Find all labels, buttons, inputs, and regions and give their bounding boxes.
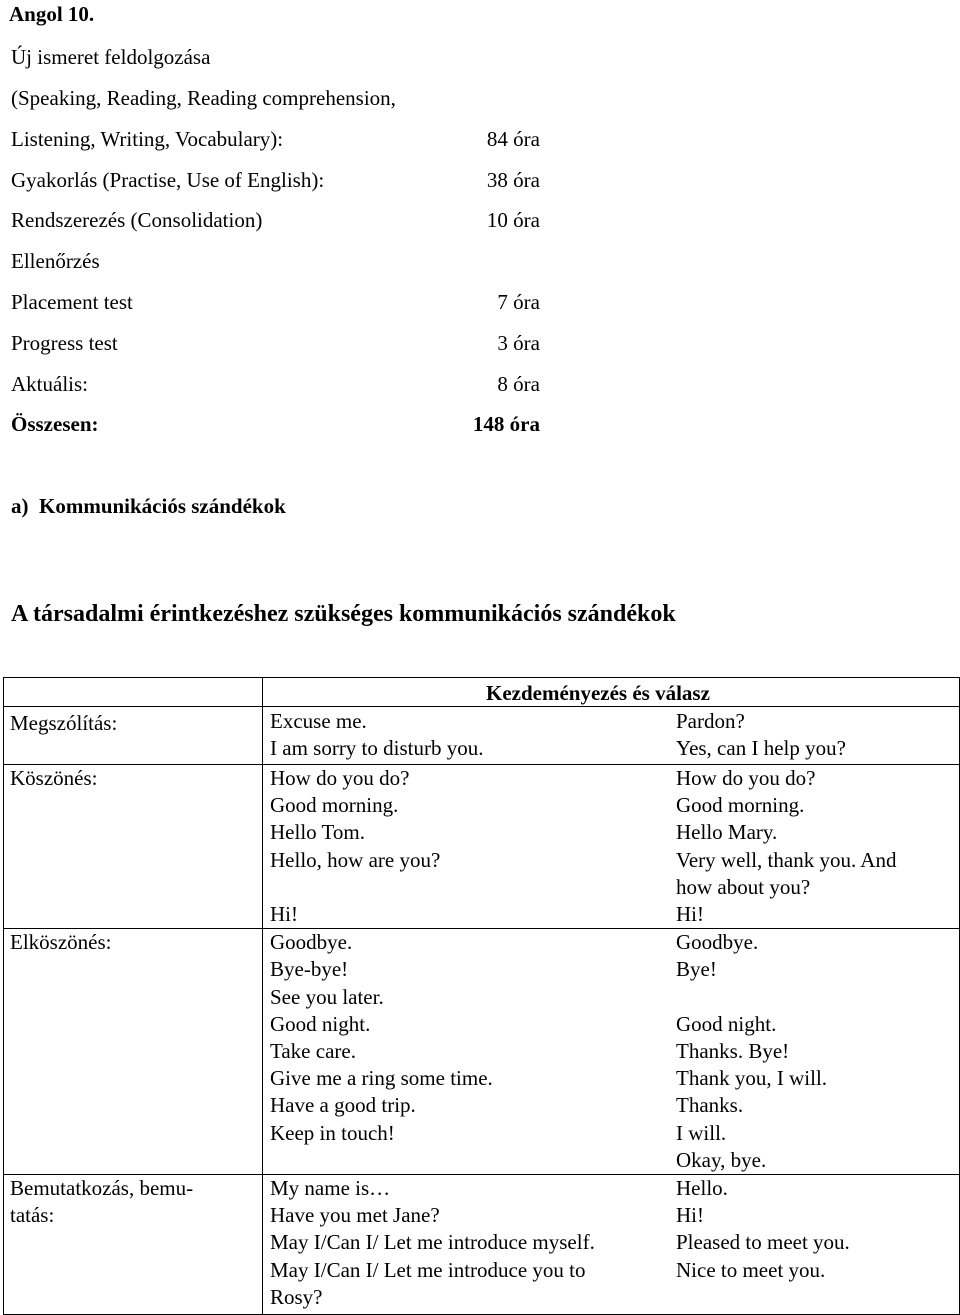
list-item: Take care. Thanks. Bye!	[270, 1039, 790, 1064]
list-item: Have you met Jane? Hi!	[270, 1203, 704, 1228]
hours-row-value: 8 óra	[497, 372, 540, 396]
section-heading: A társadalmi érintkezéshez szükséges kommunikációs szándékok	[11, 601, 676, 627]
hours-row-label: Rendszerezés (Consolidation)	[11, 208, 263, 232]
hours-row-label: (Speaking, Reading, Reading comprehension,	[11, 86, 396, 110]
table-row	[4, 1175, 960, 1315]
group-label: Köszönés:	[10, 766, 98, 790]
list-item: I am sorry to disturb you. Yes, can I help you?	[270, 736, 846, 761]
list-item: Goodbye. Goodbye.	[270, 930, 759, 955]
hours-row-label: Progress test	[11, 331, 118, 355]
table-row	[4, 765, 960, 929]
list-item: How do you do? How do you do?	[270, 766, 816, 790]
group-label: Megszólítás:	[10, 711, 118, 735]
list-item: May I/Can I/ Let me introduce you to Nice to meet you.	[270, 1257, 826, 1282]
list-item: See you later.	[270, 984, 384, 1009]
section-a-heading: a) Kommunikációs szándékok	[11, 494, 286, 518]
hours-total-value: 148 óra	[472, 412, 540, 436]
hours-row-label: Listening, Writing, Vocabulary):	[11, 127, 284, 151]
hours-intro: Új ismeret feldolgozása	[11, 45, 211, 69]
list-item: Okay, bye.	[676, 1147, 767, 1172]
page-title: Angol 10.	[9, 2, 95, 26]
hours-row-label: Ellenőrzés	[11, 249, 100, 273]
table-header: Kezdeményezés és válasz	[486, 681, 710, 705]
hours-row-value: 3 óra	[497, 331, 540, 355]
group-label: Elköszönés:	[10, 930, 112, 955]
hours-row-label: Gyakorlás (Practise, Use of English):	[11, 168, 325, 192]
list-item: Give me a ring some time. Thank you, I will.	[270, 1066, 828, 1091]
hours-total-label: Összesen:	[11, 412, 99, 436]
hours-row-value: 84 óra	[486, 127, 540, 151]
list-item: Bye-bye! Bye!	[270, 957, 717, 982]
table-header-row	[4, 678, 960, 707]
communication-table	[3, 677, 960, 1315]
list-item: Good morning. Good morning.	[270, 793, 805, 818]
hours-row-value: 7 óra	[497, 290, 540, 314]
group-label: Bemutatkozás, bemu-tatás:	[10, 1176, 194, 1228]
hours-row-value: 10 óra	[486, 208, 540, 232]
hours-row-label: Placement test	[11, 290, 133, 314]
list-item: Good night. Good night.	[270, 1011, 777, 1036]
list-item: May I/Can I/ Let me introduce myself. Pleased to meet you.	[270, 1230, 850, 1255]
list-item: Hi! Hi!	[270, 902, 704, 927]
list-item: Rosy?	[270, 1284, 323, 1309]
list-item: My name is… Hello.	[270, 1176, 728, 1201]
list-item: Hello Tom. Hello Mary.	[270, 820, 778, 845]
hours-row-value: 38 óra	[486, 168, 540, 192]
list-item: Have a good trip. Thanks.	[270, 1093, 744, 1118]
list-item: how about you?	[676, 874, 811, 899]
list-item: Excuse me. Pardon?	[270, 709, 745, 733]
list-item: Keep in touch! I will.	[270, 1120, 727, 1145]
table-row	[4, 707, 960, 765]
hours-row-label: Aktuális:	[11, 372, 88, 396]
table-row	[4, 929, 960, 1175]
list-item: Hello, how are you? Very well, thank you. And	[270, 847, 897, 872]
